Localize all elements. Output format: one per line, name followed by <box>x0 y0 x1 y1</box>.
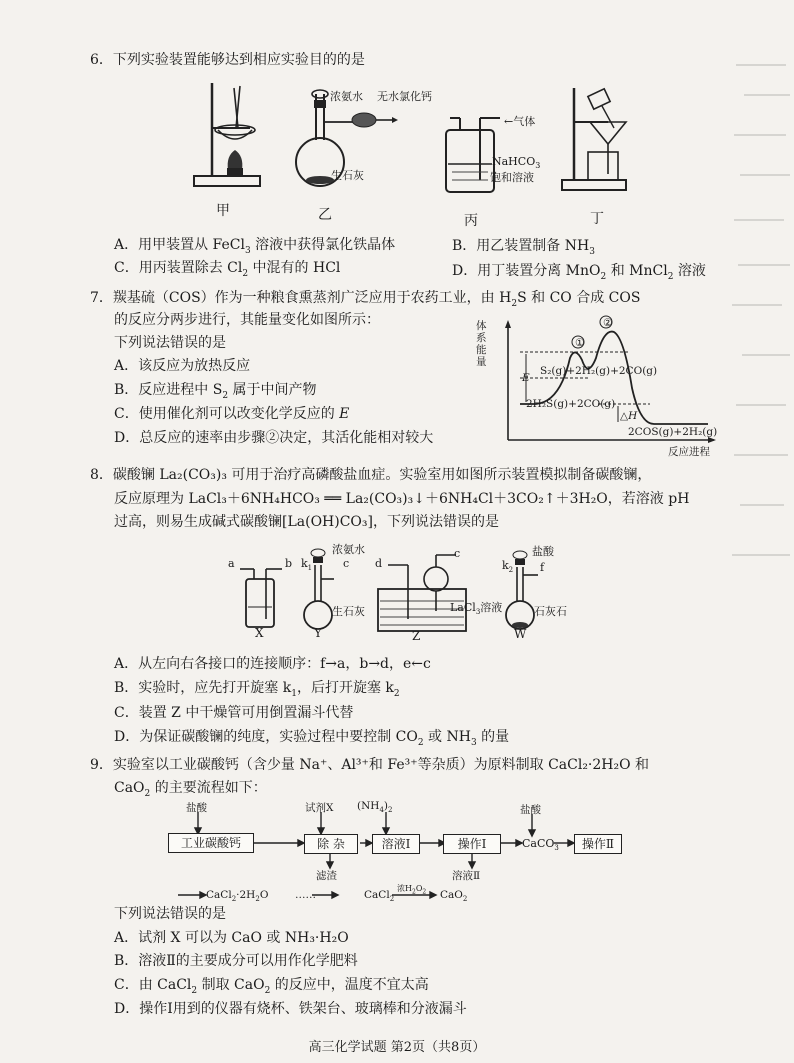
flow-solution-ii: 溶液Ⅱ <box>452 870 481 882</box>
label-yi: 乙 <box>318 207 332 223</box>
q6-option-c: C．用丙装置除去 $Cl_2$ 中混有的 HCl <box>114 260 341 279</box>
label-y: Y <box>314 626 322 640</box>
box-solution-i: 溶液Ⅰ <box>372 834 420 854</box>
flow-cacl2: CaCl$_2$ <box>364 889 395 904</box>
q8-stem-line3: 过高，则易生成碱式碳酸镧[La(OH)CO₃]，下列说法错误的是 <box>114 514 499 530</box>
q7-option-c: C．使用催化剂可以改变化学反应的 E <box>114 406 350 422</box>
label-delta-h: △H <box>620 410 638 422</box>
label-nahco3: NaHCO$_3$ <box>492 155 541 171</box>
label-saturated-solution: 饱和溶液 <box>490 171 534 184</box>
q8-option-b: B．实验时，应先打开旋塞 $k_1$，后打开旋塞 $k_2$ <box>114 680 400 699</box>
label-q8-ammonia: 浓氨水 <box>332 543 365 556</box>
q6-option-a: A．用甲装置从 FeCl$_3$ 溶液中获得氯化铁晶体 <box>114 237 396 256</box>
apparatus-jia-diagram <box>190 78 270 190</box>
q7-question: 下列说法错误的是 <box>114 335 226 351</box>
q9-option-d: D．操作Ⅰ用到的仪器有烧杯、铁架台、玻璃棒和分液漏斗 <box>114 1001 467 1017</box>
port-c: c <box>343 557 350 570</box>
q6-option-d: D．用丁装置分离 MnO$_2$ 和 MnCl$_2$ 溶液 <box>452 263 706 282</box>
label-lacl3: LaCl$_3$溶液 <box>450 601 503 617</box>
label-gas-arrow: ←气体 <box>504 115 536 128</box>
label-x: X <box>255 626 264 640</box>
q8-option-a: A．从左向右各接口的连接顺序：f→a，b→d，e←c <box>114 656 431 672</box>
box-operation-i: 操作Ⅰ <box>443 834 501 854</box>
flow-ellipsis: …… <box>295 889 316 901</box>
q7-option-d: D．总反应的速率由步骤②决定，其活化能相对较大 <box>114 430 434 446</box>
label-bing: 丙 <box>464 213 478 229</box>
q9-option-a: A．试剂 X 可以为 CaO 或 NH₃·H₂O <box>114 930 349 946</box>
q8-option-c: C．装置 Z 中干燥管可用倒置漏斗代替 <box>114 705 354 721</box>
q9-option-b: B．溶液Ⅱ的主要成分可以用作化学肥料 <box>114 953 358 969</box>
q7-stem-line1: 7．羰基硫（COS）作为一种粮食熏蒸剂广泛应用于农药工业，由 $H_2S$ 和 CO 合成 COS <box>90 290 641 309</box>
q8-option-d: D．为保证碳酸镧的纯度，实验过程中要控制 $CO_2$ 或 $NH_3$ 的量 <box>114 729 510 748</box>
flow-hcl-1: 盐酸 <box>186 802 207 814</box>
label-q8-quicklime: 生石灰 <box>332 605 365 618</box>
port-f: f <box>540 561 545 574</box>
box-industrial-caco3: 工业碳酸钙 <box>168 833 254 853</box>
label-anhydrous-cacl2: 无水氯化钙 <box>377 90 432 103</box>
label-products: 2COS(g)+2H₂(g) <box>628 426 718 438</box>
x-axis-label: 反应进程 <box>668 446 710 458</box>
port-d: d <box>375 557 383 570</box>
flow-cacl2-2h2o: $CaCl_2\cdot 2H_2O$ <box>206 889 269 904</box>
flow-reagent-x: 试剂X <box>305 802 334 814</box>
flow-hcl-2: 盐酸 <box>520 804 541 816</box>
q9-stem-line2: CaO$_2$ 的主要流程如下： <box>114 780 267 799</box>
port-k2: $k_2$ <box>502 559 514 575</box>
q9-question: 下列说法错误的是 <box>114 906 226 922</box>
label-limestone: 石灰石 <box>534 605 567 618</box>
step-2-marker: ② <box>603 317 613 329</box>
q8-stem-line2: 反应原理为 LaCl₃＋6NH₄HCO₃ ══ La₂(CO₃)₃↓＋6NH₄Cl＋3CO₂↑＋3H₂O，若溶液 pH <box>114 491 690 507</box>
energy-axis-label: 体系能量 <box>476 320 487 368</box>
label-reactants: 2H₂S(g)+2CO(g) <box>526 398 616 410</box>
q7-stem-line2: 的反应分两步进行，其能量变化如图所示： <box>114 312 380 328</box>
bleed-through-text <box>726 55 794 615</box>
q9-stem-line1: 9．实验室以工业碳酸钙（含少量 Na⁺、Al³⁺和 Fe³⁺等杂质）为原料制取 CaCl₂·2H₂O 和 <box>90 757 650 773</box>
box-operation-ii: 操作Ⅱ <box>574 834 622 854</box>
flow-nh4co3: $(NH_4)_2$ <box>357 800 393 815</box>
q7-option-a: A．该反应为放热反应 <box>114 358 251 374</box>
apparatus-ding-diagram <box>560 82 640 194</box>
label-conc-ammonia: 浓氨水 <box>330 90 363 103</box>
label-jia: 甲 <box>216 203 230 219</box>
q6-stem: 6．下列实验装置能够达到相应实验目的的是 <box>90 52 365 68</box>
q6-option-b: B．用乙装置制备 $NH_3$ <box>452 238 595 257</box>
q9-option-c: C．由 CaCl$_2$ 制取 CaO$_2$ 的反应中，温度不宜太高 <box>114 977 429 996</box>
q8-stem-line1: 8．碳酸镧 La₂(CO₃)₃ 可用于治疗高磷酸盐血症。实验室用如图所示装置模拟制备碳酸镧， <box>90 467 652 483</box>
bleed-marks <box>726 55 794 615</box>
flow-filter-residue: 滤渣 <box>316 870 337 882</box>
q7-option-b: B．反应进程中 $S_2$ 属于中间产物 <box>114 382 317 401</box>
label-z: Z <box>412 629 421 643</box>
label-e: E <box>522 372 530 384</box>
label-quicklime: 生石灰 <box>331 169 364 182</box>
label-w: W <box>514 627 527 641</box>
port-b: b <box>285 557 293 570</box>
page-footer: 高三化学试题 第2页（共8页） <box>308 1040 486 1055</box>
box-impurity-removal: 除 杂 <box>304 834 358 854</box>
flow-caco3: CaCO$_3$ <box>522 837 559 853</box>
port-e: c <box>454 547 461 560</box>
step-1-marker: ① <box>575 337 585 349</box>
flow-cao2: CaO$_2$ <box>440 889 468 904</box>
label-ding: 丁 <box>590 211 604 227</box>
port-a: a <box>228 557 235 570</box>
label-hcl: 盐酸 <box>532 545 554 558</box>
port-k1: $k_1$ <box>301 557 313 573</box>
flow-conc-h2o2: 浓$H_2O_2$ <box>397 884 427 896</box>
label-intermediate: S₂(g)+2H₂(g)+2CO(g) <box>540 365 658 377</box>
